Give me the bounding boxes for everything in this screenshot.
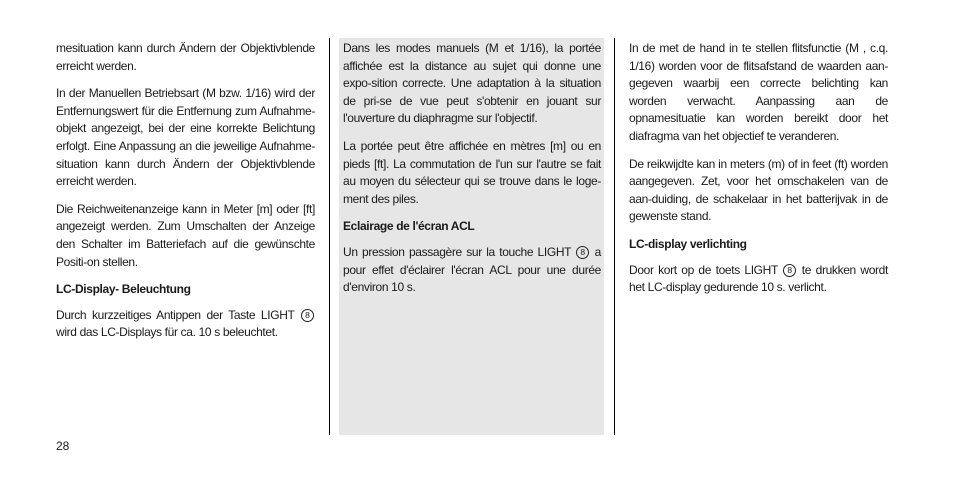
french-p3-end: a pour effet d'éclairer l'écran ACL pour une durée d'environ 10 s. xyxy=(343,244,601,295)
page-number: 28 xyxy=(56,439,70,453)
light-key-number-icon: 8 xyxy=(783,264,796,277)
light-key-number-icon: 8 xyxy=(576,246,589,259)
dutch-p3-start: Door kort op de toets LIGHT xyxy=(629,262,783,277)
column-divider-left xyxy=(329,38,330,435)
dutch-paragraph-3 xyxy=(629,262,888,297)
german-p4-start: Durch kurzzeitiges Antippen der Taste LIGHT xyxy=(56,307,300,322)
german-paragraph-1: mesituation kann durch Ändern der Objektivblende erreicht werden. xyxy=(56,41,315,73)
french-p3-start: Un pression passagère sur la touche LIGHT xyxy=(343,244,576,259)
german-heading: LC-Display- Beleuchtung xyxy=(56,282,191,297)
dutch-paragraph-2: De reikwijdte kan in meters (m) of in feet (ft) worden aangegeven. Zet, voor het omschakelen van de aan-duiding, de schakelaar in het batterijvak in de gewenste stand. xyxy=(629,156,888,224)
french-paragraph-3 xyxy=(343,244,601,297)
german-p4-end: wird das LC-Displays für ca. 10 s beleuchtet. xyxy=(56,325,278,340)
french-paragraph-1: Dans les modes manuels (M et 1/16), la portée affichée est la distance au sujet qui donne une expo-sition correcte. Une adaptation à la situation de pri-se de vue peut s'obtenir en jouant sur l'ouverture du diaphragme sur l'objectif. xyxy=(343,41,601,126)
dutch-heading: LC-display verlichting xyxy=(629,236,747,251)
dutch-column xyxy=(629,40,888,307)
light-key-number-icon: 8 xyxy=(301,309,314,322)
column-divider-right xyxy=(614,38,615,435)
dutch-p3-end: te drukken wordt het LC-display gedurende 10 s. verlicht. xyxy=(629,262,888,295)
dutch-paragraph-1: In de met de hand in te stellen flitsfunctie (M , c.q. 1/16) worden voor de flitsafstand de waarden aan-gegeven waarbij een correcte belichting kan worden verwacht. Aanpassing aan de opnamesituatie kan worden bereikt door het diafragma van het objectief te veranderen. xyxy=(629,41,888,143)
german-column xyxy=(56,40,315,352)
french-heading: Eclairage de l'écran ACL xyxy=(343,219,475,234)
german-paragraph-4 xyxy=(56,307,315,342)
german-paragraph-2: In der Manuellen Betriebsart (M bzw. 1/16) wird der Entfernungswert für die Entfernung zum Aufnahme-objekt angezeigt, bei der eine korrekte Belichtung erfolgt. Eine Anpassung an die jeweilige Aufnahme-situation kann durch Ändern der Objektivblende erreicht werden. xyxy=(56,86,315,189)
french-column xyxy=(343,40,601,307)
french-paragraph-2: La portée peut être affichée en mètres [m] ou en pieds [ft]. La commutation de l'un sur l'autre se fait au moyen du sélecteur qui se trouve dans le loge-ment des piles. xyxy=(343,138,601,206)
german-paragraph-3: Die Reichweitenanzeige kann in Meter [m] oder [ft] angezeigt werden. Zum Umschalten der Anzeige den Schalter im Batteriefach auf die gewünschte Positi-on stellen. xyxy=(56,201,315,269)
